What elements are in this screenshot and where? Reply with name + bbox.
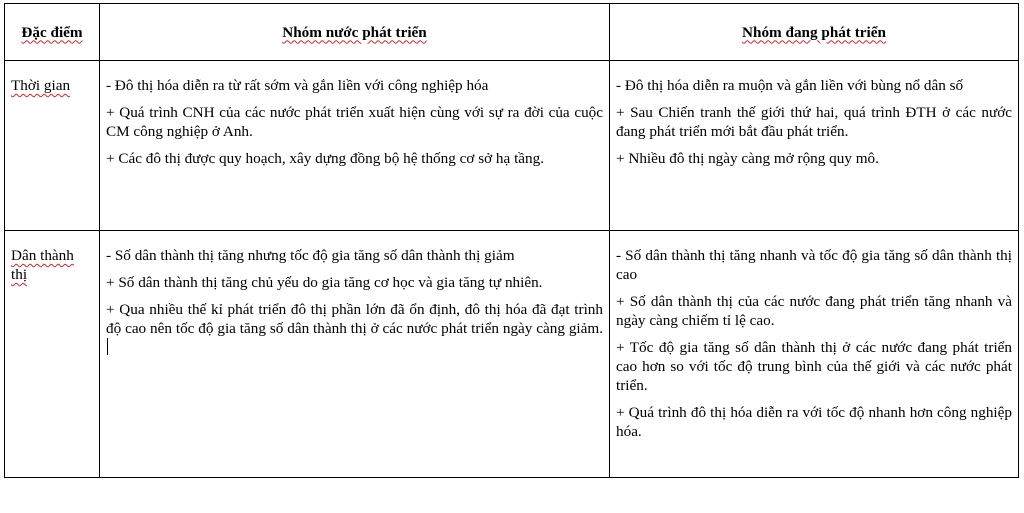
table-row bbox=[5, 231, 1019, 478]
developed-line: + Số dân thành thị tăng chủ yếu do gia tăng cơ học và gia tăng tự nhiên. bbox=[106, 274, 543, 291]
row-criterion-cell bbox=[5, 231, 100, 478]
developing-cell[interactable] bbox=[610, 61, 1019, 231]
header-row bbox=[5, 4, 1019, 61]
developed-line: - Đô thị hóa diễn ra từ rất sớm và gắn liền với công nghiệp hóa bbox=[106, 77, 489, 94]
row-criterion-cell bbox=[5, 61, 100, 231]
developed-cell[interactable] bbox=[100, 231, 610, 478]
developing-line: + Nhiều đô thị ngày càng mở rộng quy mô. bbox=[616, 150, 879, 167]
developed-line: - Số dân thành thị tăng nhưng tốc độ gia tăng số dân thành thị giảm bbox=[106, 247, 515, 264]
table-row bbox=[5, 61, 1019, 231]
row-criterion-label: Thời gian bbox=[11, 77, 71, 94]
developing-cell[interactable] bbox=[610, 231, 1019, 478]
header-developed: Nhóm nước phát triển bbox=[100, 4, 610, 61]
developed-line: + Qua nhiều thế kỉ phát triển đô thị phần lớn đã ổn định, đô thị hóa đã đạt trình độ cao nên tốc độ gia tăng số dân thành thị ở các nước phát triển ngày càng giảm. bbox=[106, 300, 603, 357]
comparison-table bbox=[4, 3, 1019, 478]
header-criterion: Đặc điểm bbox=[5, 4, 100, 61]
developed-line: + Quá trình CNH của các nước phát triển xuất hiện cùng với sự ra đời của cuộc CM công nghiệp ở Anh. bbox=[106, 104, 603, 140]
developing-line: - Đô thị hóa diễn ra muộn và gắn liền với bùng nổ dân số bbox=[616, 77, 964, 94]
developing-line: - Số dân thành thị tăng nhanh và tốc độ gia tăng số dân thành thị cao bbox=[616, 247, 1012, 283]
developing-line: + Sau Chiến tranh thế giới thứ hai, quá trình ĐTH ở các nước đang phát triển mới bắt đầu phát triển. bbox=[616, 104, 1012, 140]
developing-line: + Số dân thành thị của các nước đang phát triển tăng nhanh và ngày càng chiếm tỉ lệ cao. bbox=[616, 293, 1012, 329]
text-cursor bbox=[107, 338, 108, 355]
developing-line: + Quá trình đô thị hóa diễn ra với tốc độ nhanh hơn công nghiệp hóa. bbox=[616, 404, 1012, 440]
developing-line: + Tốc độ gia tăng số dân thành thị ở các nước đang phát triển cao hơn so với tốc độ trung bình của thế giới và các nước phát triển. bbox=[616, 339, 1012, 394]
row-criterion-label: Dân thành thị bbox=[11, 247, 74, 283]
developed-cell[interactable] bbox=[100, 61, 610, 231]
developed-line: + Các đô thị được quy hoạch, xây dựng đồng bộ hệ thống cơ sở hạ tầng. bbox=[106, 150, 545, 167]
header-developing: Nhóm đang phát triển bbox=[610, 4, 1019, 61]
